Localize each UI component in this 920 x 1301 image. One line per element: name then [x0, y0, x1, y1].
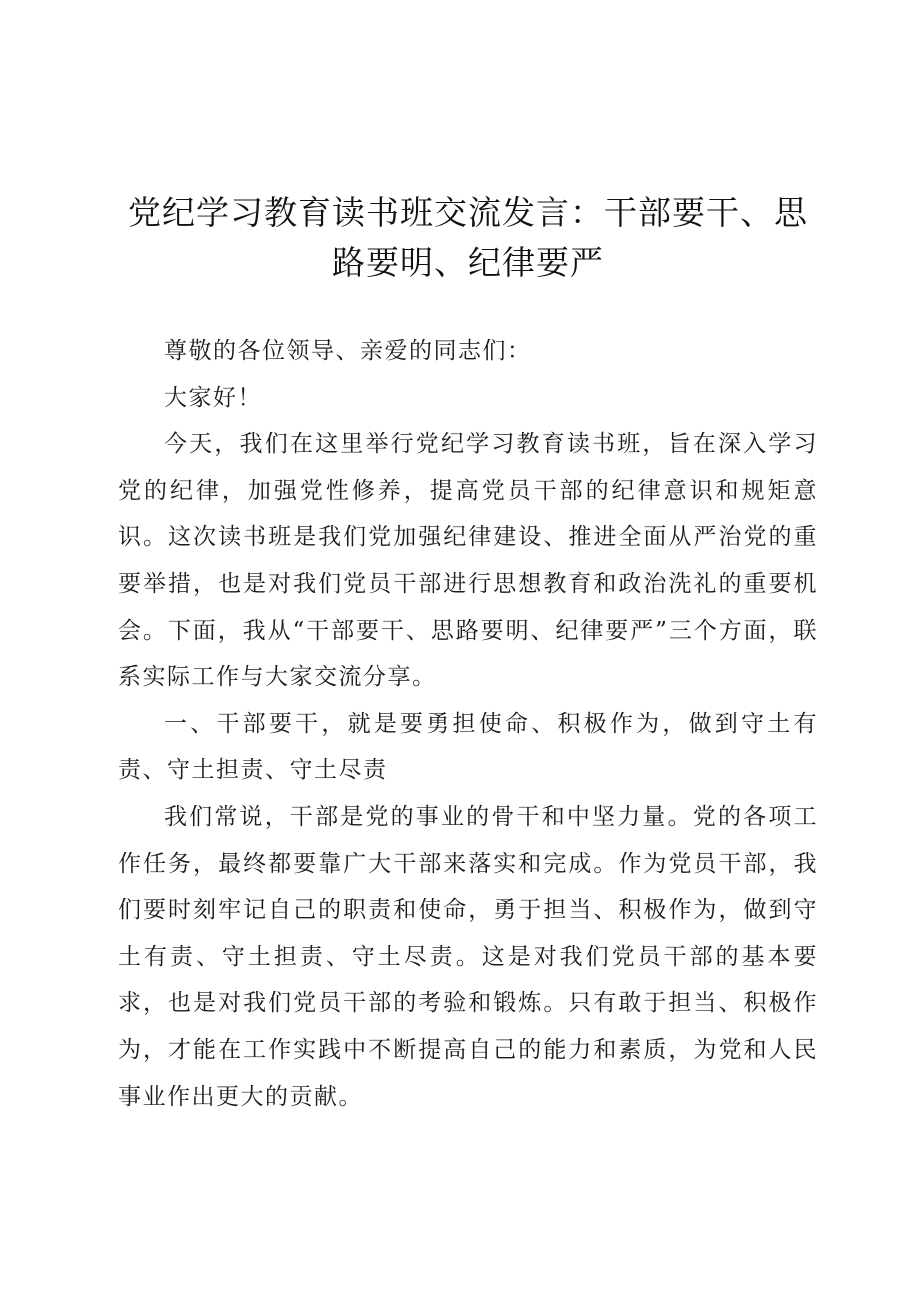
- greeting: 尊敬的各位领导、亲爱的同志们：: [164, 338, 532, 364]
- paragraph-intro: 今天，我们在这里举行党纪学习教育读书班，旨在深入学习党的纪律，加强党性修养，提高党员干部的纪律意识和规矩意识。这次读书班是我们党加强纪律建设、推进全面从严治党的重要举措，也是对我们党员干部进行思想教育和政治洗礼的重要机会。下面，我从“干部要干、思路要明、纪律要严”三个方面，联系实际工作与大家交流分享。: [118, 431, 818, 691]
- document-body: [118, 328, 818, 1120]
- title-line-1: 党纪学习教育读书班交流发言：干部要干、思: [128, 193, 808, 232]
- paragraph-section-1: 我们常说，干部是党的事业的骨干和中坚力量。党的各项工作任务，最终都要靠广大干部来落实和完成。作为党员干部，我们要时刻牢记自己的职责和使命，勇于担当、积极作为，做到守土有责、守土担责、守土尽责。这是对我们党员干部的基本要求，也是对我们党员干部的考验和锻炼。只有敢于担当、积极作为，才能在工作实践中不断提高自己的能力和素质，为党和人民事业作出更大的贡献。: [118, 803, 818, 1110]
- section-heading-1: 一、干部要干，就是要勇担使命、积极作为，做到守土有责、守土担责、守土尽责: [118, 710, 818, 784]
- salutation: 大家好！: [164, 384, 262, 411]
- document-title: [118, 188, 818, 288]
- title-line-2: 路要明、纪律要严: [332, 243, 604, 282]
